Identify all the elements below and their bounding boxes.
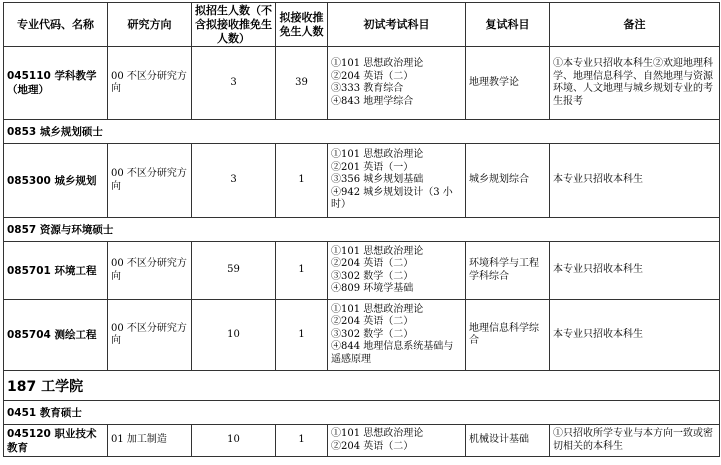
table-row (4, 242, 720, 300)
header-retest: 复试科目 (466, 3, 550, 47)
table-row (4, 47, 720, 120)
exam-subjects (328, 425, 466, 457)
header-exempt: 拟接收推免生人数 (276, 3, 328, 47)
header-enroll: 拟招生人数（不含拟接收推免生人数） (192, 3, 276, 47)
retest-subject: 机械设计基础 (466, 425, 550, 457)
exam-subject: ③356 城乡规划基础 (331, 174, 424, 186)
retest-subject: 地理信息科学综合 (466, 300, 550, 371)
college-row (4, 371, 720, 401)
retest-subject: 环境科学与工程学科综合 (466, 242, 550, 300)
header-exam: 初试考试科目 (328, 3, 466, 47)
exam-subject: ④843 地理学综合 (331, 95, 414, 107)
retest-subject: 城乡规划综合 (466, 144, 550, 218)
section-row (4, 218, 720, 242)
research-direction: 01 加工制造 (108, 425, 192, 457)
header-code: 专业代码、名称 (4, 3, 108, 47)
section-row (4, 120, 720, 144)
exam-subject: ①101 思想政治理论 (331, 303, 424, 315)
section-title: 0857 资源与环境硕士 (4, 218, 720, 242)
notes: ①只招收所学专业与本方向一致或密切相关的本科生 (550, 425, 720, 457)
section-row (4, 401, 720, 425)
exam-subject: ②204 英语（二） (331, 258, 414, 269)
retest-subject: 地理教学论 (466, 47, 550, 120)
exempt-count: 1 (276, 144, 328, 218)
enroll-count: 3 (192, 47, 276, 120)
header-notes: 备注 (550, 3, 720, 47)
section-title: 0853 城乡规划硕士 (4, 120, 720, 144)
exam-subjects (328, 300, 466, 371)
exam-subject: ①101 思想政治理论 (331, 149, 424, 161)
header-row (4, 3, 720, 47)
exam-subject: ②204 英语（二） (331, 70, 414, 82)
exam-subject: ③302 数学（二） (331, 270, 414, 282)
admissions-table (3, 2, 720, 457)
header-direction: 研究方向 (108, 3, 192, 47)
major-code: 085701 环境工程 (4, 242, 108, 300)
exam-subject: ④809 环境学基础 (331, 283, 414, 294)
exam-subject: ②201 英语（一） (331, 161, 414, 173)
exam-subjects (328, 242, 466, 300)
major-code: 045110 学科教学（地理） (4, 47, 108, 120)
enroll-count: 10 (192, 425, 276, 457)
college-title: 187 工学院 (4, 371, 720, 401)
research-direction: 00 不区分研究方向 (108, 144, 192, 218)
notes: 本专业只招收本科生 (550, 300, 720, 371)
notes: 本专业只招收本科生 (550, 242, 720, 300)
table-row (4, 300, 720, 371)
exam-subject: ③333 教育综合 (331, 83, 404, 94)
major-code: 085300 城乡规划 (4, 144, 108, 218)
exam-subject: ①101 思想政治理论 (331, 428, 424, 439)
exam-subject: ②204 英语（二） (331, 316, 414, 328)
table-row (4, 425, 720, 457)
exempt-count: 1 (276, 242, 328, 300)
exam-subject: ①101 思想政治理论 (331, 245, 424, 257)
exam-subjects (328, 47, 466, 120)
exam-subject: ④942 城乡规划设计（3 小时） (331, 186, 453, 211)
exempt-count: 1 (276, 300, 328, 371)
exam-subject: ①101 思想政治理论 (331, 58, 424, 69)
exempt-count: 39 (276, 47, 328, 120)
major-code: 085704 测绘工程 (4, 300, 108, 371)
enroll-count: 3 (192, 144, 276, 218)
exam-subject: ②204 英语（二） (331, 440, 414, 452)
research-direction: 00 不区分研究方向 (108, 300, 192, 371)
research-direction: 00 不区分研究方向 (108, 47, 192, 120)
exam-subjects (328, 144, 466, 218)
exam-subject: ③302 数学（二） (331, 328, 414, 340)
exam-subject: ④844 地理信息系统基础与遥感原理 (331, 341, 454, 365)
table-row (4, 144, 720, 218)
research-direction: 00 不区分研究方向 (108, 242, 192, 300)
notes: ①本专业只招收本科生②欢迎地理科学、地理信息科学、自然地理与资源环境、人文地理与城乡规划专业的考生报考 (550, 47, 720, 120)
notes: 本专业只招收本科生 (550, 144, 720, 218)
section-title: 0451 教育硕士 (4, 401, 720, 425)
enroll-count: 59 (192, 242, 276, 300)
enroll-count: 10 (192, 300, 276, 371)
exempt-count: 1 (276, 425, 328, 457)
major-code: 045120 职业技术教育 (4, 425, 108, 457)
